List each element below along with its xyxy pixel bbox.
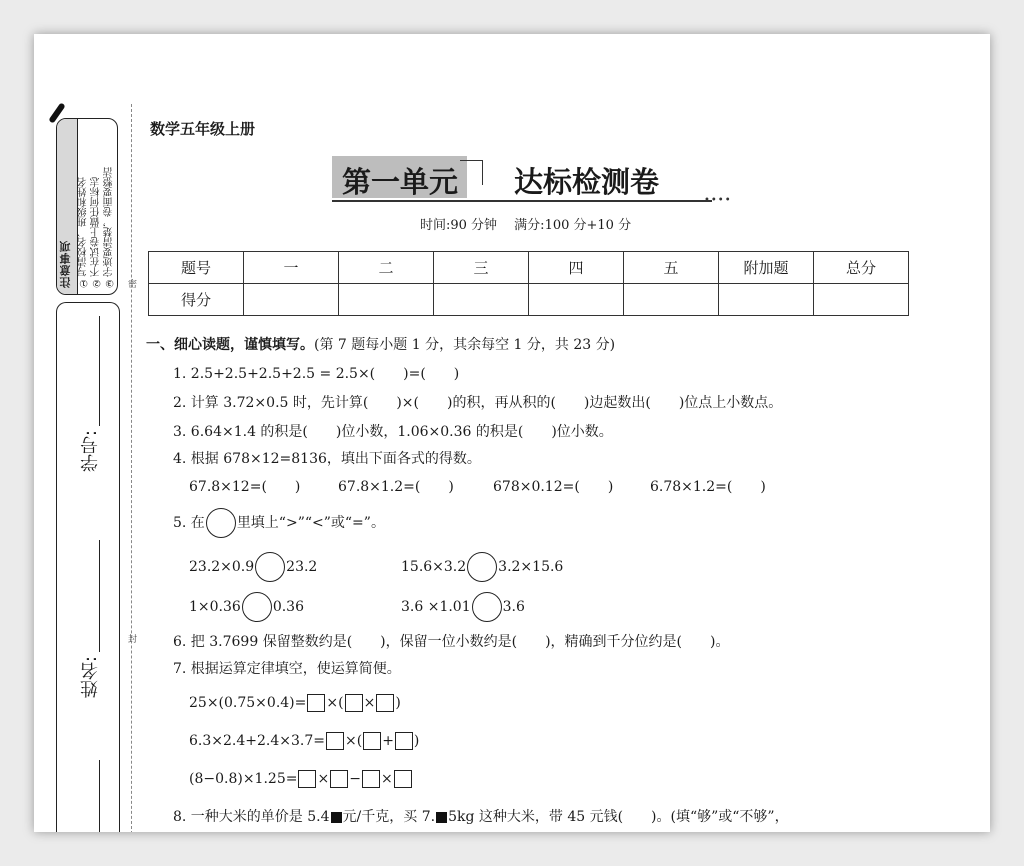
title-corner-mark — [460, 160, 483, 185]
q7-item-2: 6.3×2.4+2.4×3.7= ×( + ) — [189, 733, 420, 749]
score-table — [148, 251, 909, 316]
score-header-cell: 五 — [624, 252, 719, 284]
answer-box[interactable] — [395, 732, 413, 750]
q5-item-right: 3.2×15.6 — [498, 559, 564, 575]
answer-box[interactable] — [345, 694, 363, 712]
notes-body — [77, 119, 117, 294]
student-number-label: 学号: — [80, 430, 101, 473]
question-7: 7. 根据运算定律填空，使运算简便。 — [173, 661, 401, 677]
note-3: ③字迹要清楚，卷面要整洁 — [104, 167, 115, 288]
score-header-cell: 总分 — [814, 252, 909, 284]
subject-label: 数学五年级上册 — [150, 120, 256, 138]
q5-item-right: 0.36 — [272, 599, 304, 615]
q5-text-a: 5. 在 — [173, 515, 205, 531]
score-cell[interactable] — [529, 284, 624, 316]
notes-title: 注意事项 — [59, 240, 72, 288]
q7-item-1: 25×(0.75×0.4)= ×( × ) — [189, 695, 401, 711]
student-name-label: 姓名: — [80, 656, 101, 699]
q5-item-right: 3.6 — [502, 599, 525, 615]
answer-box[interactable] — [394, 770, 412, 788]
answer-box[interactable] — [330, 770, 348, 788]
q5-item-left: 1×0.36 — [189, 599, 241, 615]
student-info-box — [56, 302, 120, 832]
q5-item-2 — [401, 552, 563, 582]
q7-expr: 25×(0.75×0.4)= — [189, 695, 307, 711]
smudge-block-icon — [436, 812, 447, 823]
score-header-cell: 四 — [529, 252, 624, 284]
question-4: 4. 根据 678×12=8136，填出下面各式的得数。 — [173, 451, 481, 467]
note-2: ②不在试卷上做任何标志 — [91, 177, 102, 288]
score-cell[interactable] — [244, 284, 339, 316]
q7-expr: (8−0.8)×1.25= — [189, 771, 298, 787]
answer-box[interactable] — [298, 770, 316, 788]
question-2: 2. 计算 3.72×0.5 时，先计算( )×( )的积，再从积的( )边起数出( )位点上小数点。 — [173, 395, 783, 411]
question-5 — [173, 508, 385, 538]
section-1-title: 一、细心读题，谨慎填写。 — [146, 337, 314, 353]
score-header-cell: 三 — [434, 252, 529, 284]
notes-box — [56, 118, 118, 295]
q5-text-b: 里填上“>”“<”或“=”。 — [236, 515, 385, 531]
class-line[interactable] — [99, 760, 100, 832]
student-number-line[interactable] — [99, 316, 100, 426]
line-mark: 封 — [128, 635, 138, 645]
student-name-line[interactable] — [99, 540, 100, 652]
q5-item-left: 3.6 ×1.01 — [401, 599, 471, 615]
score-header-row — [149, 252, 909, 284]
section-1-heading — [146, 334, 615, 354]
q4-item-4: 6.78×1.2=( ) — [650, 479, 766, 495]
score-cell[interactable] — [624, 284, 719, 316]
score-header-cell: 二 — [339, 252, 434, 284]
question-1: 1. 2.5+2.5+2.5+2.5 = 2.5×( )=( ) — [173, 366, 460, 382]
q4-item-2: 67.8×1.2=( ) — [338, 479, 454, 495]
q5-item-right: 23.2 — [286, 559, 318, 575]
q5-item-4 — [401, 592, 525, 622]
question-6: 6. 把 3.7699 保留整数约是( )，保留一位小数约是( )，精确到千分位约是( )。 — [173, 634, 730, 650]
exam-meta: 时间:90 分钟 满分:100 分+10 分 — [420, 218, 632, 233]
score-cell[interactable] — [719, 284, 814, 316]
compare-circle-icon — [206, 508, 236, 538]
smudge-block-icon — [331, 812, 342, 823]
q7-item-3: (8−0.8)×1.25= × − × — [189, 770, 413, 788]
q7-expr: 6.3×2.4+2.4×3.7= — [189, 733, 325, 749]
q8-text-a: 8. 一种大米的单价是 5.4 — [173, 809, 330, 825]
q5-item-left: 23.2×0.9 — [189, 559, 255, 575]
score-header-cell: 附加题 — [719, 252, 814, 284]
q8-text-c: 5kg 这种大米，带 45 元钱( )。(填“够”或“不够”， — [448, 809, 789, 825]
q4-item-3: 678×0.12=( ) — [493, 479, 614, 495]
question-3: 3. 6.64×1.4 的积是( )位小数，1.06×0.36 的积是( )位小数。 — [173, 424, 613, 440]
score-row-label: 得分 — [149, 284, 244, 316]
score-header-cell: 一 — [244, 252, 339, 284]
title-main: 达标检测卷 — [514, 165, 660, 199]
q5-item-3 — [189, 592, 304, 622]
score-header-cell: 题号 — [149, 252, 244, 284]
answer-circle[interactable] — [242, 592, 272, 622]
title-dots: •••• — [704, 195, 732, 206]
answer-box[interactable] — [376, 694, 394, 712]
answer-box[interactable] — [363, 732, 381, 750]
title-underline — [332, 200, 712, 202]
score-value-row — [149, 284, 909, 316]
section-1-note: (第 7 题每小题 1 分，其余每空 1 分，共 23 分) — [314, 337, 616, 353]
q4-item-1: 67.8×12=( ) — [189, 479, 301, 495]
score-cell[interactable] — [339, 284, 434, 316]
q8-text-b: 元/千克，买 7. — [342, 809, 436, 825]
answer-circle[interactable] — [255, 552, 285, 582]
answer-box[interactable] — [362, 770, 380, 788]
answer-circle[interactable] — [472, 592, 502, 622]
exam-sheet — [34, 34, 990, 832]
answer-box[interactable] — [307, 694, 325, 712]
seal-mark: 密 — [128, 280, 138, 290]
question-8 — [173, 806, 789, 826]
answer-box[interactable] — [326, 732, 344, 750]
q5-item-1 — [189, 552, 317, 582]
title-unit: 第一单元 — [342, 165, 459, 199]
answer-circle[interactable] — [467, 552, 497, 582]
notes-header — [57, 119, 78, 294]
seal-line — [131, 104, 132, 832]
score-cell[interactable] — [434, 284, 529, 316]
q5-item-left: 15.6×3.2 — [401, 559, 467, 575]
score-cell[interactable] — [814, 284, 909, 316]
note-1: ①写清校名、班级和姓名 — [78, 177, 89, 288]
